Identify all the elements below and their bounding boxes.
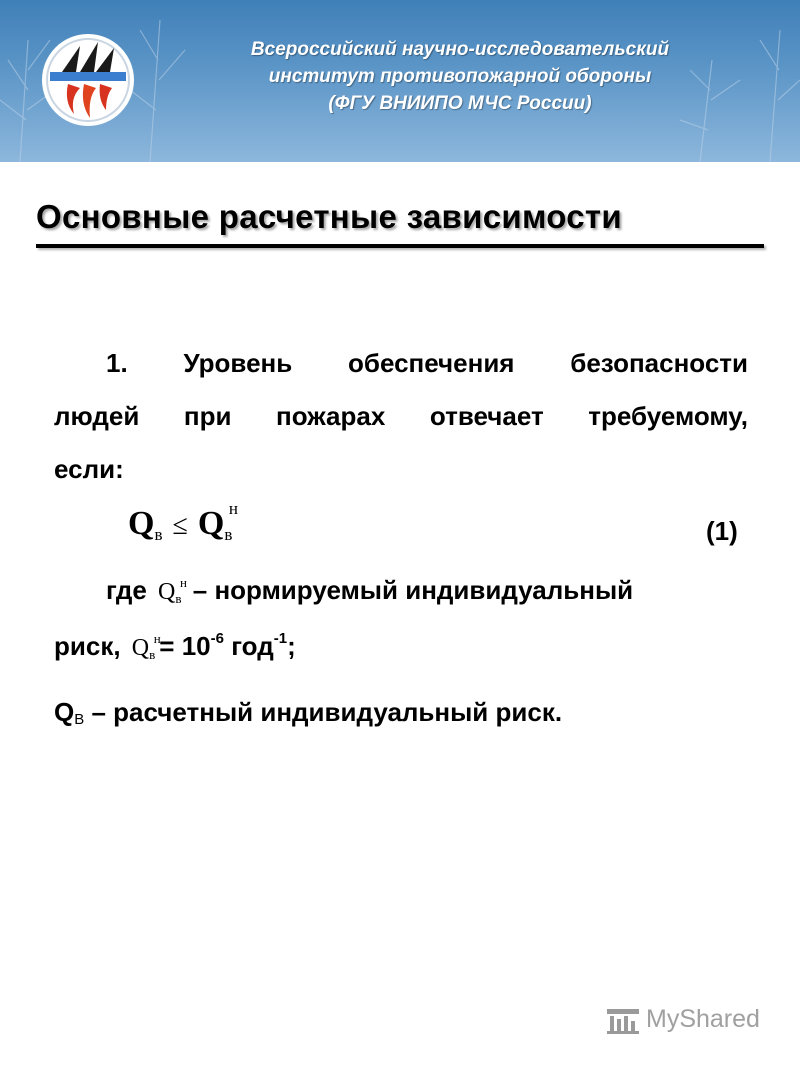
where-prefix: где bbox=[106, 575, 147, 605]
risk-end: ; bbox=[287, 631, 296, 661]
paragraph-line-3: если: bbox=[54, 454, 124, 484]
paragraph-line-2: людей при пожарах отвечает требуемому, bbox=[54, 401, 748, 431]
myshared-watermark[interactable]: MyShared bbox=[646, 1005, 760, 1033]
qb-symbol: Q bbox=[54, 697, 75, 727]
risk-unit: год bbox=[231, 631, 274, 661]
institute-line-1: Всероссийский научно-исследовательский bbox=[250, 39, 670, 60]
institute-logo bbox=[40, 32, 136, 128]
formula-rhs: Q bbox=[197, 505, 225, 542]
where-suffix: – нормируемый индивидуальный bbox=[192, 575, 634, 605]
formula-operator: ≤ bbox=[172, 510, 188, 541]
qb-text: – расчетный индивидуальный риск. bbox=[91, 697, 563, 727]
risk-prefix: риск, bbox=[54, 631, 121, 661]
institute-name bbox=[160, 36, 760, 117]
title-underline bbox=[36, 244, 764, 248]
qb-definition-line bbox=[54, 697, 562, 728]
qvn-symbol-2: Qв н bbox=[131, 631, 161, 662]
formula-rhs-sub: в bbox=[224, 525, 233, 544]
risk-exponent: -6 bbox=[210, 630, 224, 647]
risk-unit-exponent: -1 bbox=[273, 630, 288, 647]
paragraph-line-1: 1. Уровень обеспечения безопасности bbox=[106, 348, 748, 378]
qb-subscript: В bbox=[74, 711, 85, 728]
myshared-logo-icon bbox=[606, 1007, 640, 1035]
formula-1 bbox=[128, 499, 238, 545]
where-line bbox=[106, 575, 633, 607]
institute-line-3: (ФГУ ВНИИПО МЧС России) bbox=[328, 93, 592, 114]
risk-line bbox=[54, 630, 296, 663]
qvn-symbol: Qв н bbox=[158, 575, 188, 606]
header-banner bbox=[0, 0, 800, 162]
formula-lhs: Q bbox=[128, 505, 155, 542]
risk-value: = 10 bbox=[159, 631, 211, 661]
equation-number: (1) bbox=[706, 516, 738, 546]
institute-line-2: институт противопожарной обороны bbox=[268, 66, 652, 87]
formula-rhs-sup: н bbox=[228, 499, 238, 518]
formula-lhs-sub: в bbox=[154, 525, 163, 544]
slide-title: Основные расчетные зависимости bbox=[36, 198, 622, 235]
